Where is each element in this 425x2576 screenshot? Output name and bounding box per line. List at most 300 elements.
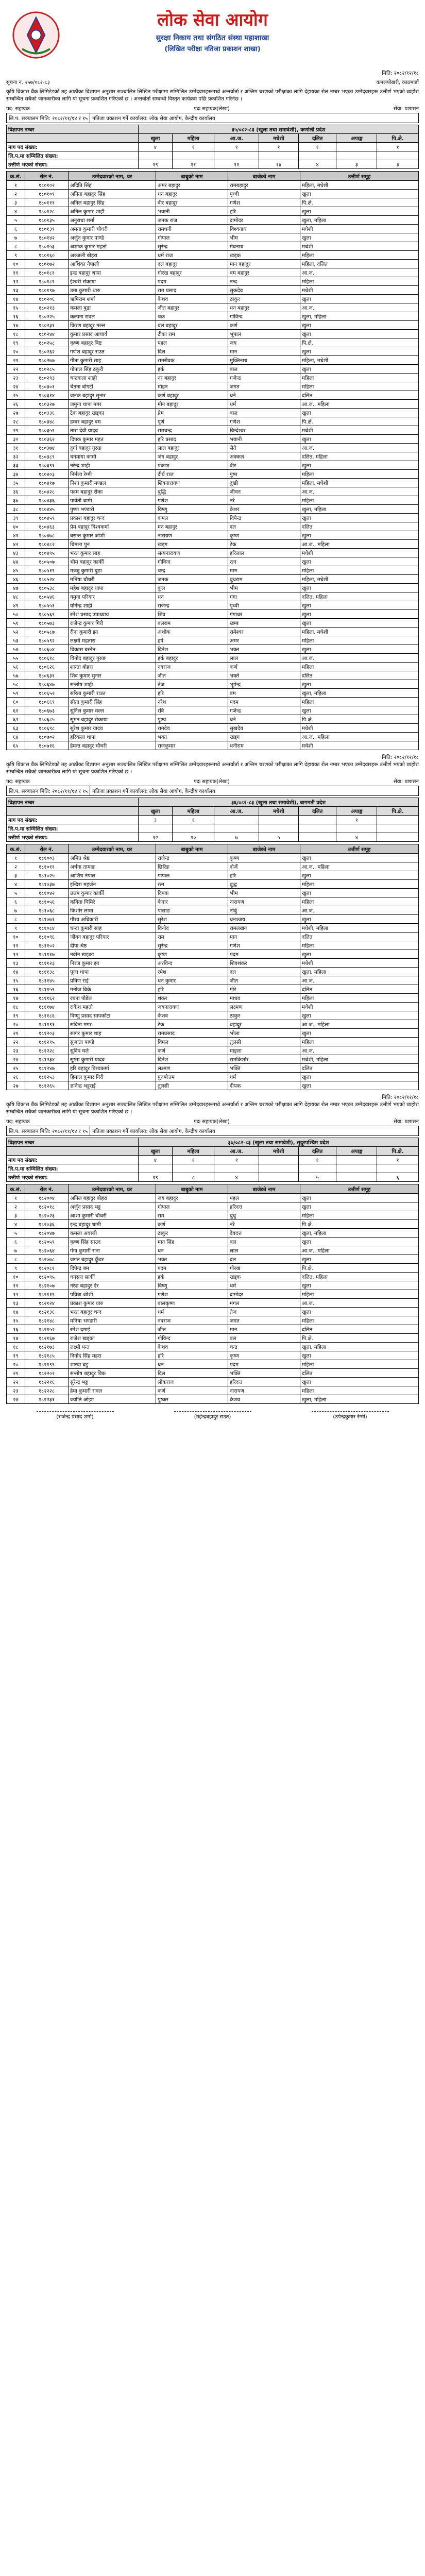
- summary-count: १: [214, 1156, 259, 1164]
- grandfather-name: दुखी: [228, 479, 300, 487]
- grandfather-name: मान: [228, 933, 300, 941]
- passed-group: खुला: [300, 330, 419, 338]
- roll-number: १८२१५२: [25, 1325, 69, 1334]
- serial-number: १३: [7, 286, 25, 295]
- summary-group-header: खुला: [139, 807, 173, 816]
- result-office: नतिजा प्रकाशन गर्ने कार्यालय: लोक सेवा आयोग, केन्द्रीय कार्यालय: [92, 789, 215, 794]
- passed-group: खुला: [300, 461, 419, 470]
- candidate-name: आशिष नेपाल: [69, 871, 156, 880]
- candidate-name: टेक बहादुर खड्का: [69, 409, 156, 417]
- passed-group: खुला: [300, 1011, 419, 1020]
- grandfather-name: पृथ्वी: [228, 190, 300, 198]
- table-row: [7, 496, 419, 505]
- summary-count: ३: [139, 816, 173, 824]
- roll-number: १८१२०३: [25, 1029, 69, 1038]
- summary-row-label: माग पद संख्या:: [7, 816, 139, 824]
- grandfather-name: जगत: [228, 382, 300, 391]
- table-row: [7, 950, 419, 959]
- summary-header-blank: [7, 807, 139, 816]
- father-name: प्रेम: [156, 409, 228, 417]
- passed-group: खुला, महिला: [300, 968, 419, 976]
- candidate-name: निशा कुमारी मण्डल: [69, 479, 156, 487]
- grandfather-name: सुखदेव: [228, 724, 300, 733]
- serial-number: ४९: [7, 601, 25, 610]
- roll-number: १८०५६९: [25, 610, 69, 619]
- serial-number: ८: [7, 242, 25, 251]
- passed-group: खुला: [300, 915, 419, 924]
- exam-date: लि.प. सञ्चालन मिति: २०८२/११/१४ र १५: [7, 1126, 90, 1136]
- summary-group-header: दलित: [298, 1147, 336, 1156]
- passed-group: दलित: [300, 933, 419, 941]
- candidate-name: निर्मला रेग्मी: [69, 470, 156, 479]
- father-name: चक्र: [156, 312, 228, 321]
- passed-group: आ.ज.: [300, 268, 419, 277]
- candidate-table: [6, 171, 419, 750]
- summary-count: [259, 816, 299, 824]
- father-name: लोकराज: [156, 1378, 228, 1386]
- column-header: बाजेको नाम: [228, 172, 300, 181]
- grandfather-name: नारायण: [228, 897, 300, 906]
- candidate-name: इन्दिरा महर्जन: [69, 880, 156, 889]
- summary-title-row: [7, 125, 419, 134]
- table-row: [7, 426, 419, 435]
- roll-number: १८०१९७: [25, 286, 69, 295]
- passed-group: महिला: [300, 698, 419, 706]
- father-name: जीत: [156, 671, 228, 680]
- summary-row-label: माग पद संख्या:: [7, 1156, 139, 1164]
- table-row: [7, 941, 419, 950]
- table-row: [7, 645, 419, 654]
- father-name: शिव: [156, 610, 228, 619]
- table-row: [7, 1246, 419, 1255]
- father-name: भक्त: [156, 733, 228, 741]
- father-name: पदम: [156, 1264, 228, 1273]
- table-row: [7, 347, 419, 356]
- column-header: रोल नं.: [25, 172, 69, 181]
- passed-group: खुला: [300, 1351, 419, 1360]
- commission-title: लोक सेवा आयोग: [157, 10, 268, 30]
- grandfather-name: गोरख: [228, 1264, 300, 1273]
- table-row: [7, 391, 419, 400]
- roll-number: १८०६१८: [25, 654, 69, 663]
- passed-group: आ.ज., महिला: [300, 862, 419, 871]
- exam-info: [6, 1126, 419, 1136]
- summary-group-header: खुला: [139, 1147, 173, 1156]
- reference-line: [6, 78, 419, 86]
- passed-group: महिला, दलित: [300, 260, 419, 268]
- passed-group: खुला, महिला: [300, 312, 419, 321]
- result-section: [6, 753, 419, 1090]
- grandfather-name: बम: [228, 689, 300, 698]
- table-row: [7, 190, 419, 198]
- serial-number: २: [7, 1202, 25, 1211]
- summary-count: [298, 816, 336, 824]
- table-row: [7, 1202, 419, 1211]
- passed-group: आ.ज.: [300, 487, 419, 496]
- passed-group: महिला: [300, 663, 419, 671]
- father-name: धर्म राज: [156, 251, 228, 260]
- summary-count: [173, 1164, 214, 1173]
- table-row: [7, 994, 419, 1003]
- candidate-name: कमला बुढा: [69, 303, 156, 312]
- candidate-name: दीपा श्रेष्ठ: [69, 941, 156, 950]
- roll-number: १८१२२८: [25, 1046, 69, 1055]
- grandfather-name: भोला: [228, 1029, 300, 1038]
- table-row: [7, 338, 419, 347]
- grandfather-name: जीत: [228, 976, 300, 985]
- summary-group-header: मधेशी: [259, 1147, 299, 1156]
- table-row: [7, 286, 419, 295]
- roll-number: १८११८६: [25, 1011, 69, 1020]
- summary-row: [7, 1156, 419, 1164]
- passed-group: महिला, मधेशी: [300, 575, 419, 584]
- passed-group: पि.क्षे.: [300, 338, 419, 347]
- grandfather-name: बम बहादुर: [228, 268, 300, 277]
- candidate-name: सुरेन्द्र भट्ट: [69, 1378, 156, 1386]
- summary-count: [139, 1164, 173, 1173]
- table-row: [7, 365, 419, 374]
- roll-number: १८०७०२: [25, 733, 69, 741]
- serial-number: ५: [7, 216, 25, 225]
- passed-group: खुला, महिला: [300, 216, 419, 225]
- summary-count: ३: [377, 160, 419, 169]
- father-name: गणेश: [156, 496, 228, 505]
- service-label: सेवा: प्रशासन: [394, 1119, 419, 1125]
- table-row: [7, 715, 419, 724]
- summary-count: [298, 151, 336, 160]
- table-row: [7, 689, 419, 698]
- exam-date: लि.प. सञ्चालन मिति: २०८२/११/१४ र १५: [7, 786, 90, 795]
- column-header: बाबुको नाम: [156, 844, 228, 854]
- passed-group: खुला: [300, 871, 419, 880]
- passed-group: खुला: [300, 854, 419, 862]
- father-name: सुरेन्द्र: [156, 242, 228, 251]
- table-row: [7, 1003, 419, 1011]
- table-row: [7, 906, 419, 915]
- father-name: बुद्धि: [156, 487, 228, 496]
- serial-number: ३४: [7, 470, 25, 479]
- roll-number: १८०२४४: [25, 330, 69, 338]
- grandfather-name: मंगल: [228, 1299, 300, 1308]
- roll-number: १८०६७३: [25, 706, 69, 715]
- table-row: [7, 1038, 419, 1046]
- roll-number: १८०६३१: [25, 671, 69, 680]
- table-row: [7, 268, 419, 277]
- table-row: [7, 251, 419, 260]
- roll-number: १८०५०७: [25, 557, 69, 566]
- summary-count: [173, 151, 214, 160]
- signer-1: (राजेन्द्र प्रसाद शर्मा): [37, 1411, 114, 1420]
- serial-number: ४४: [7, 557, 25, 566]
- candidate-name: सन्तोष बहादुर विक: [69, 1369, 156, 1378]
- serial-number: १६: [7, 1325, 25, 1334]
- father-name: तुलसी: [156, 1081, 228, 1090]
- grandfather-name: पदम: [228, 1360, 300, 1369]
- serial-number: ६३: [7, 724, 25, 733]
- summary-group-header: मधेशी: [259, 807, 299, 816]
- serial-number: २०: [7, 1020, 25, 1029]
- father-name: अमर बहादुर: [156, 181, 228, 190]
- roll-number: १८०५७३: [25, 619, 69, 628]
- serial-number: ७: [7, 1246, 25, 1255]
- table-row: [7, 636, 419, 645]
- serial-number: १४: [7, 1308, 25, 1316]
- roll-number: १८२०४७: [25, 1229, 69, 1238]
- summary-title-row: [7, 798, 419, 807]
- passed-group: महिला: [300, 382, 419, 391]
- summary-count: ४: [139, 143, 173, 151]
- candidate-name: भरत बहादुर चन्द: [69, 1308, 156, 1316]
- candidate-name: सुमन बहादुर रोकाया: [69, 715, 156, 724]
- summary-group-header: महिला: [173, 1147, 214, 1156]
- signer-2: (महेन्द्रबहादुर राउत): [174, 1411, 251, 1420]
- father-name: बल बहादुर: [156, 321, 228, 330]
- serial-number: १३: [7, 959, 25, 968]
- grandfather-name: पृथ्वी: [228, 601, 300, 610]
- candidate-name: पवित्रा जोशी: [69, 1290, 156, 1299]
- table-row: [7, 321, 419, 330]
- serial-number: १५: [7, 976, 25, 985]
- father-name: लाल बहादुर: [156, 444, 228, 452]
- father-name: पुष्कर: [156, 1395, 228, 1404]
- candidate-name: अनिल बहादुर बोहरा: [69, 1194, 156, 1202]
- grandfather-name: धने: [228, 715, 300, 724]
- serial-number: १७: [7, 1334, 25, 1343]
- father-name: राजकुमार: [156, 741, 228, 750]
- candidate-name: सुरेश कुमार यादव: [69, 724, 156, 733]
- table-row: [7, 1281, 419, 1290]
- serial-number: ४८: [7, 592, 25, 601]
- grandfather-name: खम्ब: [228, 619, 300, 628]
- grandfather-name: बिन्देश्वर: [228, 426, 300, 435]
- grandfather-name: धर्म: [228, 1073, 300, 1081]
- table-row: [7, 1334, 419, 1343]
- passed-group: मधेशी: [300, 959, 419, 968]
- grandfather-name: नारायण: [228, 1386, 300, 1395]
- column-header: बाजेको नाम: [228, 1184, 300, 1194]
- grandfather-name: भीम: [228, 584, 300, 592]
- grandfather-name: गंगाधर: [228, 610, 300, 619]
- summary-row: [7, 1164, 419, 1173]
- passed-group: महिला: [300, 994, 419, 1003]
- passed-group: आ.ज., महिला: [300, 540, 419, 549]
- passed-group: महिला: [300, 636, 419, 645]
- father-name: जयनारायण: [156, 1003, 228, 1011]
- passed-group: मधेशी: [300, 242, 419, 251]
- roll-number: १८११६२: [25, 994, 69, 1003]
- subdepartment-title: (लिखित परीक्षा नतिजा प्रकाशन शाखा): [164, 45, 261, 53]
- summary-row: [7, 143, 419, 151]
- section-intro: कृषि विकास बैंक लिमिटेडको तह आठौंका विज्ञापन अनुसार सञ्चालित लिखित परीक्षामा सम्मिलित उम्मेदवारहरूमध्ये अन्तर्वार्ता र अन्तिम चरणको परीक्षाका लागि देहायका रोल नम्बर भएका उम्मेदवारहरू उत्तीर्ण भएको व्यहोरा सम्बन्धित सबैको जानकारीका लागि यो सूचना प्रकाशित गरिएको छ । अन्तर्वार्ता सम्बन्धी विस्तृत कार्यक्रम पछि प्रकाशित गरिनेछ ।: [6, 89, 419, 102]
- serial-number: २: [7, 190, 25, 198]
- serial-number: ११: [7, 1281, 25, 1290]
- grandfather-name: रामबहादुर: [228, 181, 300, 190]
- table-row: [7, 1386, 419, 1395]
- table-row: [7, 225, 419, 233]
- advertisement-number: ३६/०८२-८३ (खुला तथा समावेशी), बागमती प्रदेश: [139, 798, 419, 807]
- grandfather-name: मुक्तिनाथ: [228, 356, 300, 365]
- summary-count: १: [377, 143, 419, 151]
- father-name: रामप्रसाद: [156, 1029, 228, 1038]
- summary-count: [377, 151, 419, 160]
- table-row: [7, 698, 419, 706]
- summary-count: १२: [139, 833, 173, 842]
- father-name: जय बहादुर: [156, 1194, 228, 1202]
- grandfather-name: दीपक: [228, 1081, 300, 1090]
- summary-count: ४: [139, 1156, 173, 1164]
- section-intro: कृषि विकास बैंक लिमिटेडको तह आठौंका विज्ञापन अनुसार सञ्चालित लिखित परीक्षामा सम्मिलित उम्मेदवारहरूमध्ये अन्तर्वार्ता र अन्तिम चरणको परीक्षाका लागि देहायका रोल नम्बर भएका उम्मेदवारहरू उत्तीर्ण भएको व्यहोरा सम्बन्धित सबैको जानकारीका लागि यो सूचना प्रकाशित गरिएको छ ।: [6, 762, 419, 775]
- grandfather-name: केशव: [228, 1395, 300, 1404]
- passed-group: महिला: [300, 1290, 419, 1299]
- serial-number: ४७: [7, 584, 25, 592]
- summary-count: ५: [259, 833, 299, 842]
- passed-group: आ.ज.: [300, 444, 419, 452]
- table-row: [7, 444, 419, 452]
- serial-number: ४३: [7, 549, 25, 557]
- grandfather-name: रामकिशोर: [228, 1055, 300, 1064]
- grandfather-name: गंगा: [228, 592, 300, 601]
- serial-number: ४: [7, 880, 25, 889]
- summary-group-header: आ.ज.: [214, 134, 259, 143]
- summary-group-header: आ.ज.: [214, 1147, 259, 1156]
- passed-group: आ.ज.: [300, 1046, 419, 1055]
- serial-number: १४: [7, 968, 25, 976]
- summary-count: [377, 1164, 419, 1173]
- candidate-name: प्रविण राई: [69, 976, 156, 985]
- serial-number: ६: [7, 897, 25, 906]
- table-row: [7, 242, 419, 251]
- table-row: [7, 312, 419, 321]
- father-name: छिरिङ: [156, 862, 228, 871]
- passed-group: खुला: [300, 435, 419, 444]
- candidate-table: [6, 1184, 419, 1404]
- roll-number: १८२१४८: [25, 1316, 69, 1325]
- father-name: केशव: [156, 295, 228, 303]
- roll-number: १८१०६८: [25, 906, 69, 915]
- serial-number: २७: [7, 409, 25, 417]
- candidate-name: इन्द्र बहादुर थापा: [69, 268, 156, 277]
- column-header: क.सं.: [7, 1184, 25, 1194]
- summary-row: [7, 824, 419, 833]
- serial-number: ४०: [7, 522, 25, 531]
- father-name: पहल: [156, 338, 228, 347]
- father-name: मोहन: [156, 382, 228, 391]
- serial-number: ५: [7, 1229, 25, 1238]
- candidate-name: कल्पना रावल: [69, 312, 156, 321]
- summary-count: [214, 1164, 259, 1173]
- father-name: रामसेवक: [156, 356, 228, 365]
- father-name: भक्त: [156, 1255, 228, 1264]
- passed-group: महिला: [300, 1211, 419, 1220]
- grandfather-name: धन बहादुर: [228, 303, 300, 312]
- table-row: [7, 1255, 419, 1264]
- father-name: टीका राम: [156, 330, 228, 338]
- passed-group: महिला: [300, 277, 419, 286]
- serial-number: ७: [7, 906, 25, 915]
- table-row: [7, 584, 419, 592]
- father-name: हरि: [156, 985, 228, 994]
- candidate-name: किशोर लामा: [69, 906, 156, 915]
- passed-group: खुला: [300, 295, 419, 303]
- serial-number: ६०: [7, 698, 25, 706]
- column-header: उम्मेदवारको नाम, थर: [69, 172, 156, 181]
- table-row: [7, 1011, 419, 1020]
- table-row: [7, 1369, 419, 1378]
- grandfather-name: सुकदेव: [228, 286, 300, 295]
- father-name: जंग बहादुर: [156, 452, 228, 461]
- candidate-name: जनक बहादुर सुनार: [69, 391, 156, 400]
- column-header: उम्मेदवारको नाम, थर: [69, 844, 156, 854]
- serial-number: ३६: [7, 487, 25, 496]
- grandfather-name: कृष्ण: [228, 854, 300, 862]
- serial-number: ५: [7, 889, 25, 897]
- father-name: कमल: [156, 514, 228, 522]
- summary-header: विज्ञापन नम्बर: [7, 798, 139, 807]
- passed-group: दलित, महिला: [300, 1273, 419, 1281]
- serial-number: २४: [7, 1055, 25, 1064]
- table-row: [7, 549, 419, 557]
- grandfather-name: तुलसी: [228, 1038, 300, 1046]
- table-row: [7, 1029, 419, 1038]
- candidate-name: भीम बहादुर कार्की: [69, 557, 156, 566]
- table-row: [7, 1351, 419, 1360]
- father-name: हर्ष: [156, 636, 228, 645]
- table-row: [7, 871, 419, 880]
- serial-number: २१: [7, 1029, 25, 1038]
- grandfather-name: हरि: [228, 207, 300, 216]
- father-name: बालकृष्ण: [156, 1299, 228, 1308]
- candidate-name: कविता घिमिरे: [69, 897, 156, 906]
- candidate-name: पूजा थापा: [69, 968, 156, 976]
- summary-group-header: अपाङ्ग: [336, 807, 377, 816]
- candidate-name: शान्ता बोहरा: [69, 663, 156, 671]
- summary-count: [298, 824, 336, 833]
- serial-number: ९: [7, 251, 25, 260]
- roll-number: १८०४१७: [25, 479, 69, 487]
- roll-number: १८०३४८: [25, 417, 69, 426]
- serial-number: २०: [7, 1360, 25, 1369]
- roll-number: १८०४९५: [25, 549, 69, 557]
- candidate-header-row: [7, 1184, 419, 1194]
- summary-count: [259, 1164, 299, 1173]
- candidate-name: प्रेम बहादुर विश्वकर्मा: [69, 522, 156, 531]
- father-name: हरि: [156, 689, 228, 698]
- passed-group: खुला, महिला: [300, 505, 419, 514]
- table-row: [7, 216, 419, 225]
- passed-group: खुला: [300, 1081, 419, 1090]
- roll-number: १८०२७७: [25, 356, 69, 365]
- candidate-name: अशोक कुमार महतो: [69, 242, 156, 251]
- passed-group: आ.ज.: [300, 906, 419, 915]
- roll-number: १८२०५९: [25, 1238, 69, 1246]
- serial-number: ३३: [7, 461, 25, 470]
- candidate-name: नरेश बहादुर ऐर: [69, 1281, 156, 1290]
- roll-number: १८०१६०: [25, 251, 69, 260]
- grandfather-name: बल: [228, 1334, 300, 1343]
- serial-number: ५१: [7, 619, 25, 628]
- grandfather-name: वीर: [228, 461, 300, 470]
- serial-number: १: [7, 181, 25, 190]
- result-section: [6, 89, 419, 750]
- passed-group: खुला: [300, 190, 419, 198]
- table-row: [7, 409, 419, 417]
- father-name: नारायण: [156, 531, 228, 540]
- roll-number: १८१०८४: [25, 924, 69, 933]
- table-row: [7, 1264, 419, 1273]
- summary-group-header: पि.क्षे.: [377, 134, 419, 143]
- serial-number: १७: [7, 994, 25, 1003]
- roll-number: १८०५२४: [25, 575, 69, 584]
